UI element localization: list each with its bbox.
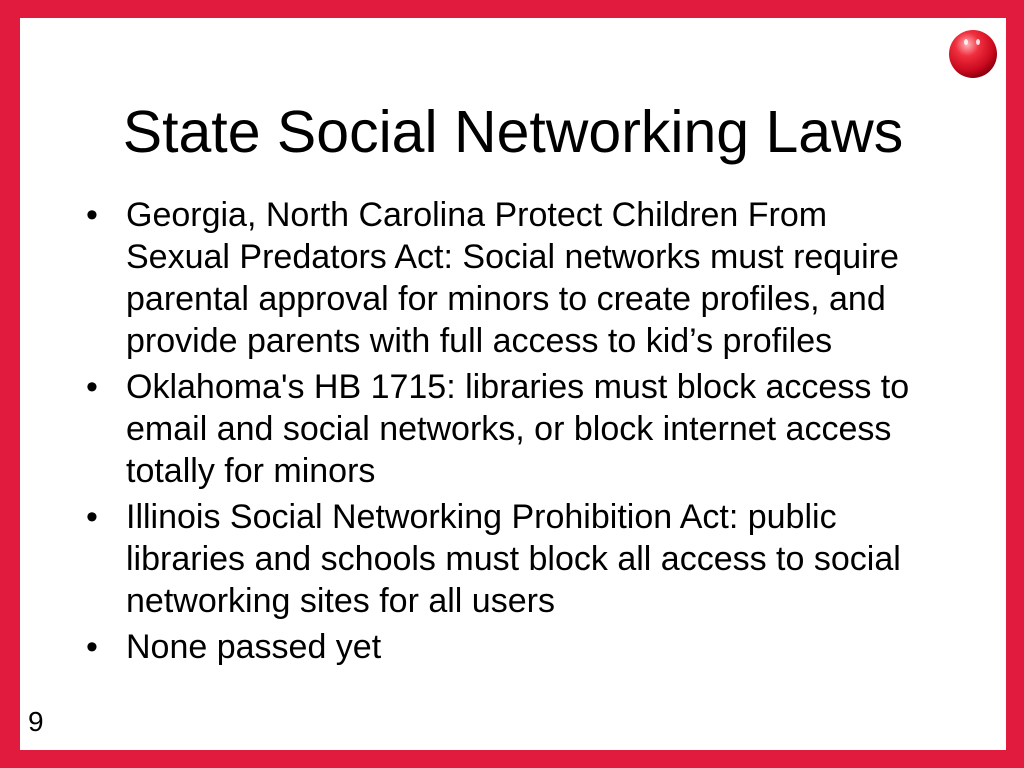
bullet-list — [84, 194, 924, 672]
red-ball-icon — [948, 29, 998, 79]
bullet-text: None passed yet — [126, 628, 382, 666]
bullet-mark: • — [86, 498, 98, 536]
slide-content-area — [20, 18, 1006, 750]
list-item — [84, 194, 924, 362]
bullet-text: Oklahoma's HB 1715: libraries must block access to email and social networks, or block internet access totally for minors — [126, 368, 910, 490]
bullet-text: Illinois Social Networking Prohibition Act: public libraries and schools must block all access to social networking sites for all users — [126, 498, 901, 620]
slide-title: State Social Networking Laws — [122, 99, 904, 165]
bullet-text: Georgia, North Carolina Protect Children From Sexual Predators Act: Social networks must require parental approval for minors to create profiles, and provide parents with full access to kid’s profiles — [126, 196, 899, 360]
list-item — [84, 626, 924, 668]
bullet-mark: • — [86, 196, 98, 234]
list-item — [84, 496, 924, 622]
list-item — [84, 366, 924, 492]
bullet-mark: • — [86, 628, 98, 666]
bullet-mark: • — [86, 368, 98, 406]
page-number: 9 — [28, 706, 44, 737]
